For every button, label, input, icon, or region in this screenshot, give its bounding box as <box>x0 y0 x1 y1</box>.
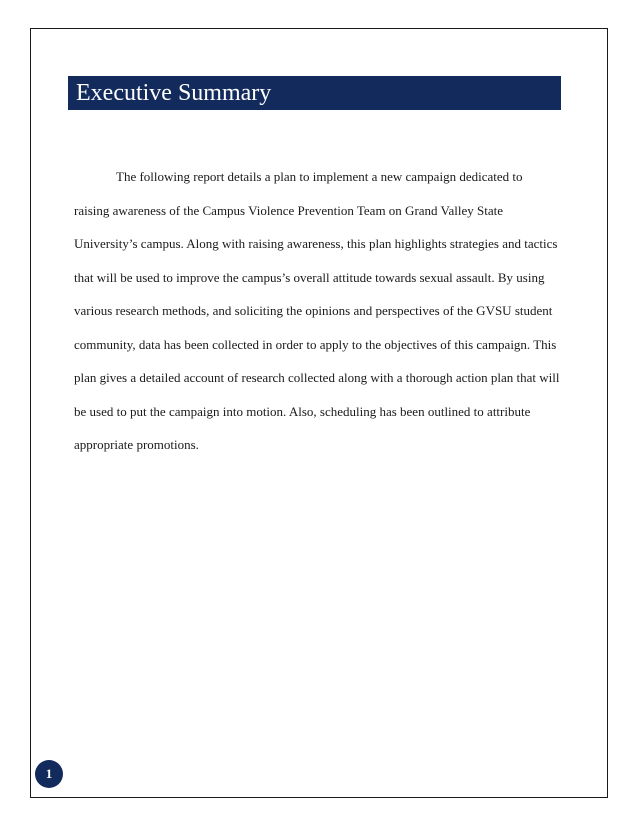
section-title: Executive Summary <box>76 80 272 106</box>
page-number-badge: 1 <box>35 760 63 788</box>
summary-paragraph: The following report details a plan to implement a new campaign dedicated to raising awareness of the Campus Violence Prevention Team on Grand Valley State University’s campus. Along with raising awareness, this plan highlights strategies and tactics that will be used to improve the campus’s overall attitude towards sexual assault. By using various research methods, and soliciting the opinions and perspectives of the GVSU student community, data has been collected in order to apply to the objectives of this campaign. This plan gives a detailed account of research collected along with a thorough action plan that will be used to put the campaign into motion. Also, scheduling has been outlined to attribute appropriate promotions. <box>74 169 560 452</box>
section-header <box>68 76 561 110</box>
